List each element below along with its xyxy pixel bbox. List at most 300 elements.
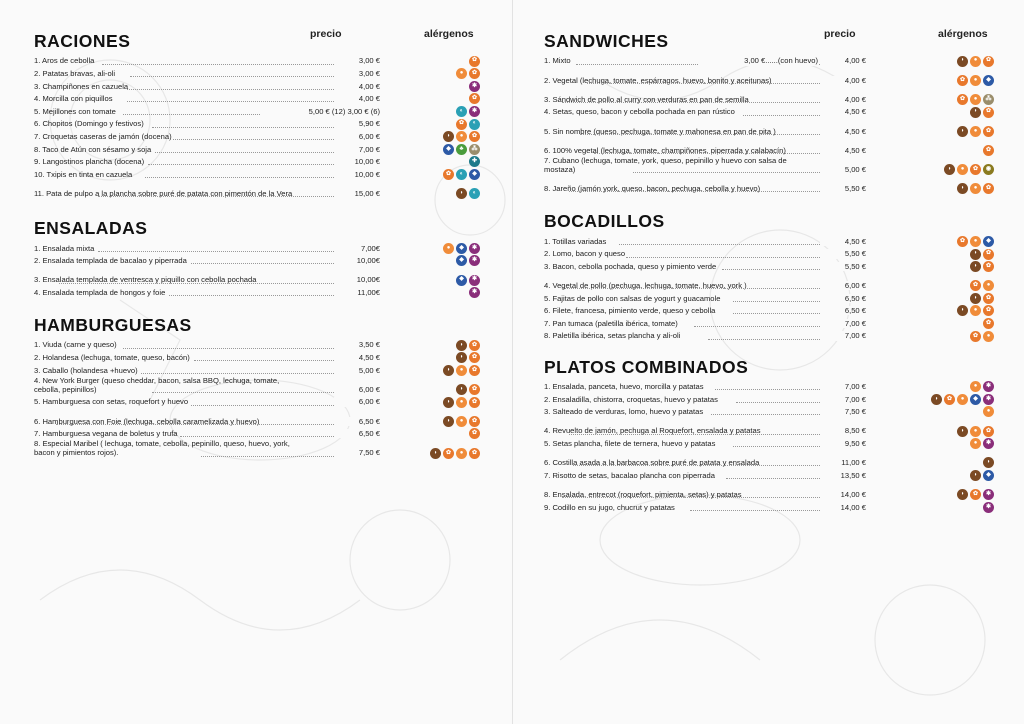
menu-item — [544, 234, 994, 247]
gluten-icon: ✿ — [469, 416, 480, 427]
menu-item — [34, 167, 480, 180]
item-price: 9,50 € — [820, 439, 866, 448]
dot-leader — [201, 456, 350, 457]
item-name: 1. Viuda (carne y queso) — [34, 340, 117, 350]
gluten-icon: ✿ — [983, 426, 994, 437]
item-price: 5,00 € — [820, 165, 866, 174]
allergen-icons — [970, 249, 994, 260]
section-hamburguesas — [34, 312, 480, 459]
item-name: 4. Vegetal de pollo (pechuga, lechuga, tomate, huevo, york ) — [544, 281, 747, 291]
huevo-icon: ● — [443, 243, 454, 254]
item-name: 3. Ensalada templada de ventresca y piquillo con cebolla pochada — [34, 275, 257, 285]
huevo-icon: ● — [456, 397, 467, 408]
item-name: 9. Codillo en su jugo, chucrut y patatas — [544, 502, 675, 512]
allergen-icons — [443, 169, 480, 180]
allergen-icons — [970, 331, 994, 342]
allergen-icons — [957, 426, 994, 437]
item-name: 11. Pata de pulpo a la plancha sobre puré de patata con pimentón de la Vera — [34, 188, 293, 198]
gluten-icon: ✿ — [983, 56, 994, 67]
item-name: 4. Setas, queso, bacon y cebolla pochada en pan rústico — [544, 107, 735, 117]
item-price: 6,50 € — [334, 417, 380, 426]
menu-item — [34, 104, 480, 117]
item-name: 2. Vegetal (lechuga, tomate, espárragos, huevo, bonito y aceitunas) — [544, 75, 772, 85]
allergen-icons — [957, 56, 994, 67]
item-name: 1. Totillas variadas — [544, 236, 607, 246]
lactosa-icon: ◗ — [957, 56, 968, 67]
item-name: 6. Hamburguesa con Foie (lechuga, cebolla caramelizada y huevo) — [34, 416, 260, 426]
item-name: 5. Hamburguesa con setas, roquefort y huevo — [34, 397, 189, 407]
dot-leader — [191, 405, 350, 406]
huevo-icon: ● — [983, 280, 994, 291]
allergen-icons — [456, 255, 480, 266]
dot-leader — [619, 244, 836, 245]
item-name: 3. Salteado de verduras, lomo, huevo y patatas — [544, 407, 704, 417]
pescado-icon: ◆ — [469, 169, 480, 180]
item-name: 5. Setas plancha, filete de ternera, huevo y patatas — [544, 439, 716, 449]
sesamo-icon: ⁂ — [983, 94, 994, 105]
gluten-icon: ✿ — [469, 428, 480, 439]
huevo-icon: ● — [456, 416, 467, 427]
allergen-icons — [957, 183, 994, 194]
menu-left-page — [34, 28, 480, 459]
allergen-icons — [456, 119, 480, 130]
item-name: 8. Jareño (jamón york, queso, bacon, pechuga, cebolla y huevo) — [544, 184, 761, 194]
menu-item — [544, 291, 994, 304]
item-price: 7,50 € — [820, 407, 866, 416]
dot-leader — [169, 295, 350, 296]
lactosa-icon: ◗ — [970, 293, 981, 304]
allergen-icons — [970, 470, 994, 481]
dot-leader — [569, 434, 836, 435]
item-price: 4,50 € — [334, 353, 380, 362]
dot-leader — [130, 76, 350, 77]
allergen-icons — [443, 144, 480, 155]
menu-item — [34, 395, 480, 408]
allergen-icons — [983, 502, 994, 513]
menu-item — [34, 54, 480, 67]
item-name: 7. Croquetas caseras de jamón (docena) — [34, 131, 172, 141]
item-price: 10,00€ — [334, 256, 380, 265]
dot-leader — [127, 101, 350, 102]
allergen-icons — [983, 145, 994, 156]
item-price: 5,00 € — [334, 366, 380, 375]
item-extra-price: 5,00 € (12) 3,00 € (6) — [260, 107, 380, 116]
allergen-icons — [443, 416, 480, 427]
lactosa-icon: ◗ — [970, 261, 981, 272]
section-title: HAMBURGUESAS — [34, 315, 192, 336]
menu-item — [34, 266, 480, 285]
section-ensaladas — [34, 215, 480, 298]
huevo-icon: ● — [456, 448, 467, 459]
gluten-icon: ✿ — [983, 305, 994, 316]
gluten-icon: ✿ — [469, 397, 480, 408]
pescado-icon: ◆ — [456, 255, 467, 266]
item-price: 7,00€ — [334, 244, 380, 253]
item-name: 4. Revuelto de jamón, pechuga al Roquefort, ensalada y patatas — [544, 426, 761, 436]
dot-leader — [148, 164, 350, 165]
allergen-icons — [983, 457, 994, 468]
dot-leader — [569, 191, 836, 192]
allergen-icons — [970, 381, 994, 392]
allergen-icons — [970, 280, 994, 291]
dot-leader — [180, 436, 350, 437]
allergens-column-header: alérgenos — [938, 28, 988, 40]
huevo-icon: ● — [456, 68, 467, 79]
allergen-icons — [469, 56, 480, 67]
lactosa-icon: ◗ — [456, 188, 467, 199]
menu-item — [34, 408, 480, 427]
menu-item — [34, 338, 480, 351]
allergen-icons — [456, 384, 480, 395]
item-price: 4,00 € — [334, 94, 380, 103]
moluscos-icon: ◐ — [469, 119, 480, 130]
gluten-icon: ✿ — [970, 489, 981, 500]
menu-item — [34, 180, 480, 199]
menu-right-page — [544, 28, 994, 513]
gluten-icon: ✿ — [469, 93, 480, 104]
sesamo-icon: ⁂ — [469, 144, 480, 155]
item-price: 11,00 € — [820, 458, 866, 467]
menu-item — [544, 156, 994, 175]
gluten-icon: ✿ — [970, 164, 981, 175]
huevo-icon: ● — [970, 426, 981, 437]
allergen-icons — [443, 131, 480, 142]
menu-item — [544, 86, 994, 105]
menu-item — [544, 481, 994, 500]
dot-leader — [573, 465, 836, 466]
item-price: 10,00 € — [334, 170, 380, 179]
item-name: 3. Bacon, cebolla pochada, queso y pimiento verde — [544, 261, 717, 271]
allergen-icons — [970, 293, 994, 304]
item-price: 3,50 € — [334, 340, 380, 349]
dot-leader — [587, 83, 836, 84]
gluten-icon: ✿ — [957, 94, 968, 105]
huevo-icon: ● — [970, 56, 981, 67]
menu-item — [544, 437, 994, 450]
huevo-icon: ● — [983, 331, 994, 342]
dot-leader — [562, 288, 836, 289]
menu-item — [34, 142, 480, 155]
allergen-icons — [970, 261, 994, 272]
gluten-icon: ✿ — [983, 183, 994, 194]
sulfitos-icon: ✱ — [469, 81, 480, 92]
item-name: 2. Ensalada templada de bacalao y piperrada — [34, 256, 187, 266]
sulfitos-icon: ✱ — [469, 106, 480, 117]
item-price: 5,50 € — [820, 249, 866, 258]
menu-item — [544, 392, 994, 405]
menu-item — [544, 247, 994, 260]
item-name: 3. Sándwich de pollo al curry con verduras en pan de semilla — [544, 94, 749, 104]
lactosa-icon: ◗ — [970, 470, 981, 481]
gluten-icon: ✿ — [983, 145, 994, 156]
gluten-icon: ✿ — [970, 280, 981, 291]
huevo-icon: ● — [970, 236, 981, 247]
item-name: 6. Chopitos (Domingo y festivos) — [34, 119, 144, 129]
section-platos-combinados — [544, 354, 994, 513]
item-price: 14,00 € — [820, 503, 866, 512]
item-price: 11,00€ — [334, 288, 380, 297]
dot-leader — [173, 139, 350, 140]
item-name: 7. Pan tumaca (paletilla ibérica, tomate) — [544, 318, 678, 328]
pescado-icon: ◆ — [970, 394, 981, 405]
allergen-icons — [469, 428, 480, 439]
item-name: 8. Taco de Atún con sésamo y soja — [34, 144, 152, 154]
gluten-icon: ✿ — [469, 365, 480, 376]
lactosa-icon: ◗ — [944, 164, 955, 175]
item-extra-price: 3,00 €......(con huevo) — [698, 56, 818, 65]
menu-item — [34, 117, 480, 130]
sulfitos-icon: ✱ — [469, 255, 480, 266]
dot-leader — [562, 497, 836, 498]
menu-item — [544, 417, 994, 436]
huevo-icon: ● — [970, 75, 981, 86]
item-name: 7. Hamburguesa vegana de boletus y trufa — [34, 429, 178, 439]
dot-leader — [98, 251, 350, 252]
allergen-icons — [456, 352, 480, 363]
lactosa-icon: ◗ — [957, 426, 968, 437]
gluten-icon: ✿ — [469, 340, 480, 351]
item-name: 1. Ensalada, panceta, huevo, morcilla y patatas — [544, 382, 704, 392]
item-price: 4,50 € — [820, 127, 866, 136]
menu-item — [34, 351, 480, 364]
menu-item — [34, 92, 480, 105]
item-name: 6. Costilla asada a la barbacoa sobre puré de patata y ensalada — [544, 458, 760, 468]
item-name: 6. Filete, francesa, pimiento verde, queso y cebolla — [544, 306, 716, 316]
dot-leader — [594, 153, 836, 154]
item-name: 4. New York Burger (queso cheddar, bacon, salsa BBQ, lechuga, tomate, cebolla, pepinillos) — [34, 375, 280, 394]
crustaceos-icon: ✚ — [469, 156, 480, 167]
item-name: 8. Paletilla ibérica, setas plancha y ali-oli — [544, 331, 681, 341]
dot-leader — [152, 127, 350, 128]
allergen-icons — [944, 164, 994, 175]
item-price: 14,00 € — [820, 490, 866, 499]
huevo-icon: ● — [983, 406, 994, 417]
lactosa-icon: ◗ — [970, 249, 981, 260]
section-title: ENSALADAS — [34, 218, 148, 239]
item-price: 7,00 € — [334, 145, 380, 154]
gluten-icon: ✿ — [957, 236, 968, 247]
sulfitos-icon: ✱ — [469, 275, 480, 286]
item-price: 7,50 € — [334, 448, 380, 457]
huevo-icon: ● — [456, 365, 467, 376]
dot-leader — [145, 177, 351, 178]
moluscos-icon: ◐ — [469, 188, 480, 199]
item-price: 7,00 € — [820, 382, 866, 391]
allergen-icons — [983, 318, 994, 329]
allergen-icons — [970, 438, 994, 449]
item-name: 3. Caballo (holandesa +huevo) — [34, 365, 138, 375]
allergen-icons — [430, 448, 480, 459]
menu-item — [544, 304, 994, 317]
gluten-icon: ✿ — [983, 107, 994, 118]
item-name: 9. Langostinos plancha (docena) — [34, 157, 145, 167]
gluten-icon: ✿ — [983, 249, 994, 260]
allergen-icons — [456, 106, 480, 117]
price-column-header: precio — [824, 28, 856, 40]
menu-item — [34, 241, 480, 254]
lactosa-icon: ◗ — [957, 305, 968, 316]
gluten-icon: ✿ — [983, 318, 994, 329]
item-name: 7. Risotto de setas, bacalao plancha con piperrada — [544, 470, 715, 480]
menu-item — [34, 363, 480, 376]
item-price: 4,00 € — [820, 95, 866, 104]
section-bocadillos — [544, 208, 994, 341]
menu-item — [544, 105, 994, 118]
huevo-icon: ● — [970, 381, 981, 392]
menu-item — [34, 155, 480, 168]
pescado-icon: ◆ — [456, 243, 467, 254]
menu-item — [544, 137, 994, 156]
menu-item — [544, 500, 994, 513]
allergen-icons — [469, 81, 480, 92]
item-price: 6,50 € — [334, 429, 380, 438]
allergen-icons — [957, 75, 994, 86]
dot-leader — [152, 392, 350, 393]
menu-item — [544, 54, 994, 67]
dot-leader — [155, 152, 350, 153]
item-name: 5. Mejillones con tomate — [34, 106, 116, 116]
huevo-icon: ● — [970, 183, 981, 194]
gluten-icon: ✿ — [469, 56, 480, 67]
lactosa-icon: ◗ — [443, 365, 454, 376]
item-name: 10. Txipis en tinta en cazuela — [34, 169, 133, 179]
menu-item — [544, 380, 994, 393]
item-price: 5,90 € — [334, 119, 380, 128]
pescado-icon: ◆ — [456, 275, 467, 286]
gluten-icon: ✿ — [443, 448, 454, 459]
huevo-icon: ● — [957, 394, 968, 405]
item-price: 6,00 € — [334, 132, 380, 141]
sulfitos-icon: ✱ — [983, 381, 994, 392]
menu-item — [544, 329, 994, 342]
gluten-icon: ✿ — [944, 394, 955, 405]
item-price: 13,50 € — [820, 471, 866, 480]
allergen-icons — [443, 397, 480, 408]
allergen-icons — [957, 236, 994, 247]
gluten-icon: ✿ — [469, 384, 480, 395]
lactosa-icon: ◗ — [957, 183, 968, 194]
lactosa-icon: ◗ — [970, 107, 981, 118]
pescado-icon: ◆ — [443, 144, 454, 155]
moluscos-icon: ◐ — [456, 169, 467, 180]
lactosa-icon: ◗ — [443, 131, 454, 142]
section-sandwiches — [544, 28, 994, 194]
section-raciones — [34, 28, 480, 199]
allergen-icons — [970, 107, 994, 118]
dot-leader — [708, 339, 836, 340]
section-title: SANDWICHES — [544, 31, 669, 51]
item-price: 3,00 € — [334, 56, 380, 65]
gluten-icon: ✿ — [970, 331, 981, 342]
item-name: 8. Especial Maribel ( lechuga, tomate, cebolla, pepinillo, queso, huevo, york, bacon y pimientos rojos). — [34, 439, 290, 458]
dot-leader — [123, 348, 350, 349]
menu-item — [34, 254, 480, 267]
dot-leader — [56, 424, 350, 425]
menu-item — [544, 468, 994, 481]
item-price: 6,00 € — [820, 281, 866, 290]
item-price: 4,50 € — [820, 146, 866, 155]
allergen-icons — [443, 365, 480, 376]
huevo-icon: ● — [970, 305, 981, 316]
dot-leader — [141, 373, 350, 374]
item-name: 2. Patatas bravas, ali-oli — [34, 68, 116, 78]
allergen-icons — [456, 275, 480, 286]
dot-leader — [715, 389, 836, 390]
dot-leader — [626, 257, 836, 258]
item-price: 4,50 € — [820, 107, 866, 116]
sulfitos-icon: ✱ — [983, 489, 994, 500]
item-name: 2. Ensaladilla, chistorra, croquetas, huevo y patatas — [544, 394, 718, 404]
dot-leader — [580, 134, 836, 135]
dot-leader — [633, 172, 836, 173]
allergen-icons — [469, 287, 480, 298]
item-price: 5,50 € — [820, 262, 866, 271]
lactosa-icon: ◗ — [957, 489, 968, 500]
dot-leader — [711, 414, 836, 415]
apio-icon: ♣ — [456, 144, 467, 155]
item-price: 7,00 € — [820, 319, 866, 328]
gluten-icon: ✿ — [469, 448, 480, 459]
menu-item — [544, 449, 994, 468]
dot-leader — [127, 89, 350, 90]
item-name: 3. Champiñones en cazuela — [34, 81, 129, 91]
gluten-icon: ✿ — [983, 261, 994, 272]
item-name: 8. Ensalada, entrecot (roquefort, pimienta, setas) y patatas — [544, 489, 742, 499]
gluten-icon: ✿ — [443, 169, 454, 180]
sulfitos-icon: ✱ — [983, 394, 994, 405]
section-title: RACIONES — [34, 31, 131, 51]
huevo-icon: ● — [970, 126, 981, 137]
gluten-icon: ✿ — [469, 352, 480, 363]
item-name: 5. Sin nombre (queso, pechuga, tomate y mahonesa en pan de pita ) — [544, 126, 776, 136]
menu-item — [34, 427, 480, 440]
menu-item — [34, 286, 480, 299]
dot-leader — [191, 263, 350, 264]
menu-item — [544, 405, 994, 418]
allergen-icons — [456, 188, 480, 199]
allergen-icons — [443, 243, 480, 254]
sulfitos-icon: ✱ — [469, 287, 480, 298]
item-price: 10,00 € — [334, 157, 380, 166]
pescado-icon: ◆ — [983, 236, 994, 247]
item-price: 6,00 € — [334, 385, 380, 394]
moluscos-icon: ◐ — [456, 106, 467, 117]
lactosa-icon: ◗ — [456, 352, 467, 363]
menu-item — [544, 260, 994, 273]
item-price: 4,00 € — [334, 82, 380, 91]
section-title: BOCADILLOS — [544, 211, 665, 232]
allergen-icons — [456, 68, 480, 79]
gluten-icon: ✿ — [469, 68, 480, 79]
menu-item — [544, 175, 994, 194]
item-price: 6,50 € — [820, 306, 866, 315]
allergen-icons — [931, 394, 994, 405]
item-price: 4,50 € — [820, 237, 866, 246]
lactosa-icon: ◗ — [430, 448, 441, 459]
menu-item — [34, 79, 480, 92]
item-name: 6. 100% vegetal (lechuga, tomate, champiñones, piperrada y calabacín) — [544, 145, 786, 155]
sulfitos-icon: ✱ — [983, 438, 994, 449]
menu-item — [34, 67, 480, 80]
lactosa-icon: ◗ — [957, 126, 968, 137]
dot-leader — [59, 283, 350, 284]
gluten-icon: ✿ — [983, 293, 994, 304]
menu-item — [544, 272, 994, 291]
item-price: 4,00 € — [820, 56, 866, 65]
item-price: 3,00 € — [334, 69, 380, 78]
allergen-icons — [456, 340, 480, 351]
dot-leader — [194, 360, 350, 361]
